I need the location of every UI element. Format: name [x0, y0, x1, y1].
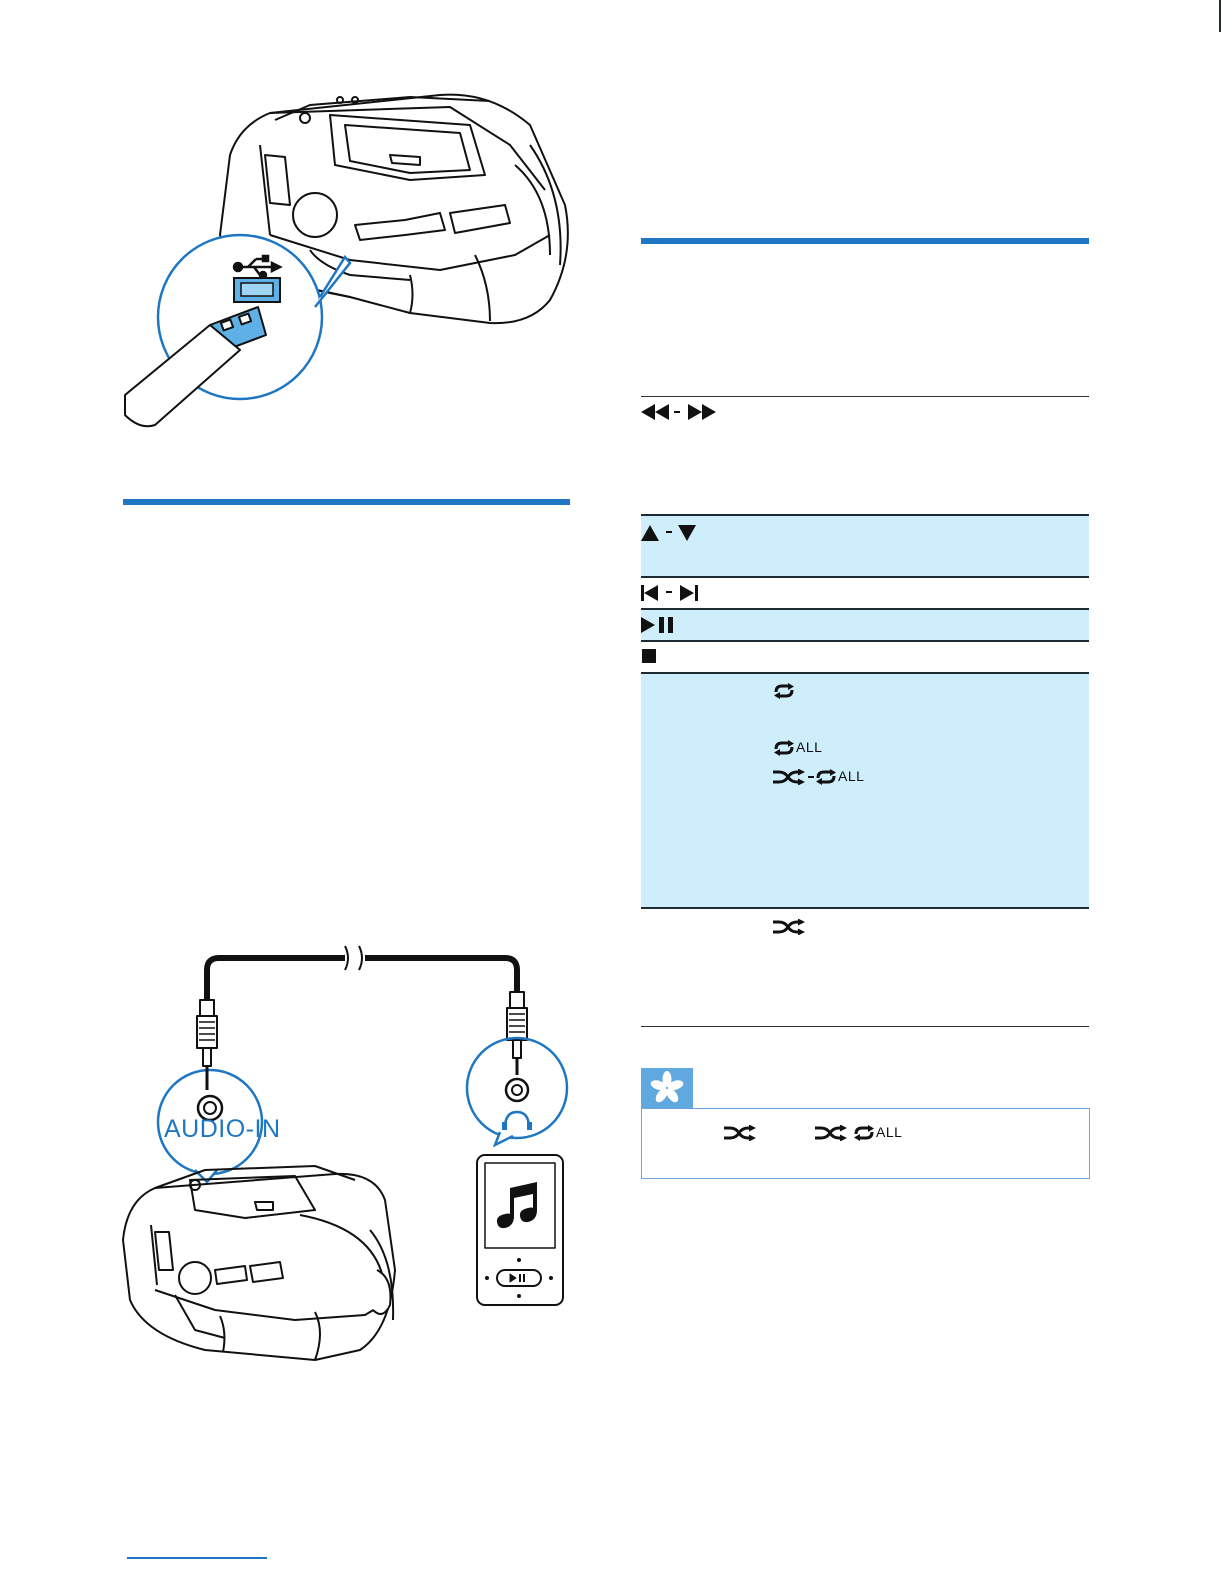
- fast-forward-icon: [688, 404, 718, 420]
- audio-in-connection-illustration: [115, 940, 585, 1370]
- separator-slash: [808, 776, 814, 778]
- asterisk-icon: [641, 1068, 693, 1109]
- row-divider: [641, 640, 1089, 642]
- album-up-icon: [641, 525, 659, 541]
- repeat-all-icon: [773, 740, 795, 756]
- page-edge-mark: [1219, 0, 1221, 32]
- shuffle-repeat-all-icon: [815, 769, 837, 785]
- repeat-all-label: ALL: [796, 739, 823, 755]
- play-pause-icon: [641, 617, 675, 633]
- table-bottom-rule: [641, 1026, 1089, 1027]
- row-divider: [641, 514, 1089, 516]
- table-row-play-mode: [641, 674, 1089, 908]
- table-row-play-pause: [641, 610, 1089, 640]
- shuffle-icon: [773, 919, 805, 935]
- previous-track-icon: [641, 585, 659, 601]
- separator-slash: [666, 591, 672, 593]
- rewind-icon: [641, 404, 671, 420]
- tip-badge: [641, 1068, 693, 1109]
- album-down-icon: [678, 525, 696, 541]
- shuffle-repeat-all-label: ALL: [838, 768, 865, 784]
- shuffle-icon: [773, 769, 805, 785]
- tip-all-label: ALL: [876, 1124, 903, 1140]
- row-divider: [641, 576, 1089, 578]
- separator-slash: [666, 531, 672, 533]
- tip-repeat-all-icon: [853, 1125, 875, 1141]
- separator-slash: [674, 411, 680, 413]
- stop-icon: [642, 649, 656, 663]
- boombox-usb-illustration: [110, 85, 580, 440]
- tip-box: [641, 1108, 1090, 1179]
- audio-in-port-label: AUDIO-IN: [164, 1115, 281, 1143]
- repeat-icon: [773, 683, 795, 699]
- table-row-album-nav: [641, 515, 1089, 576]
- next-track-icon: [680, 585, 698, 601]
- section-rule-left: [123, 499, 570, 505]
- tip-shuffle-icon: [724, 1125, 756, 1141]
- footer-rule: [127, 1557, 267, 1559]
- section-rule-right: [641, 238, 1089, 244]
- row-divider: [641, 907, 1089, 909]
- table-top-rule: [641, 396, 1089, 397]
- tip-shuffle-icon-2: [815, 1125, 847, 1141]
